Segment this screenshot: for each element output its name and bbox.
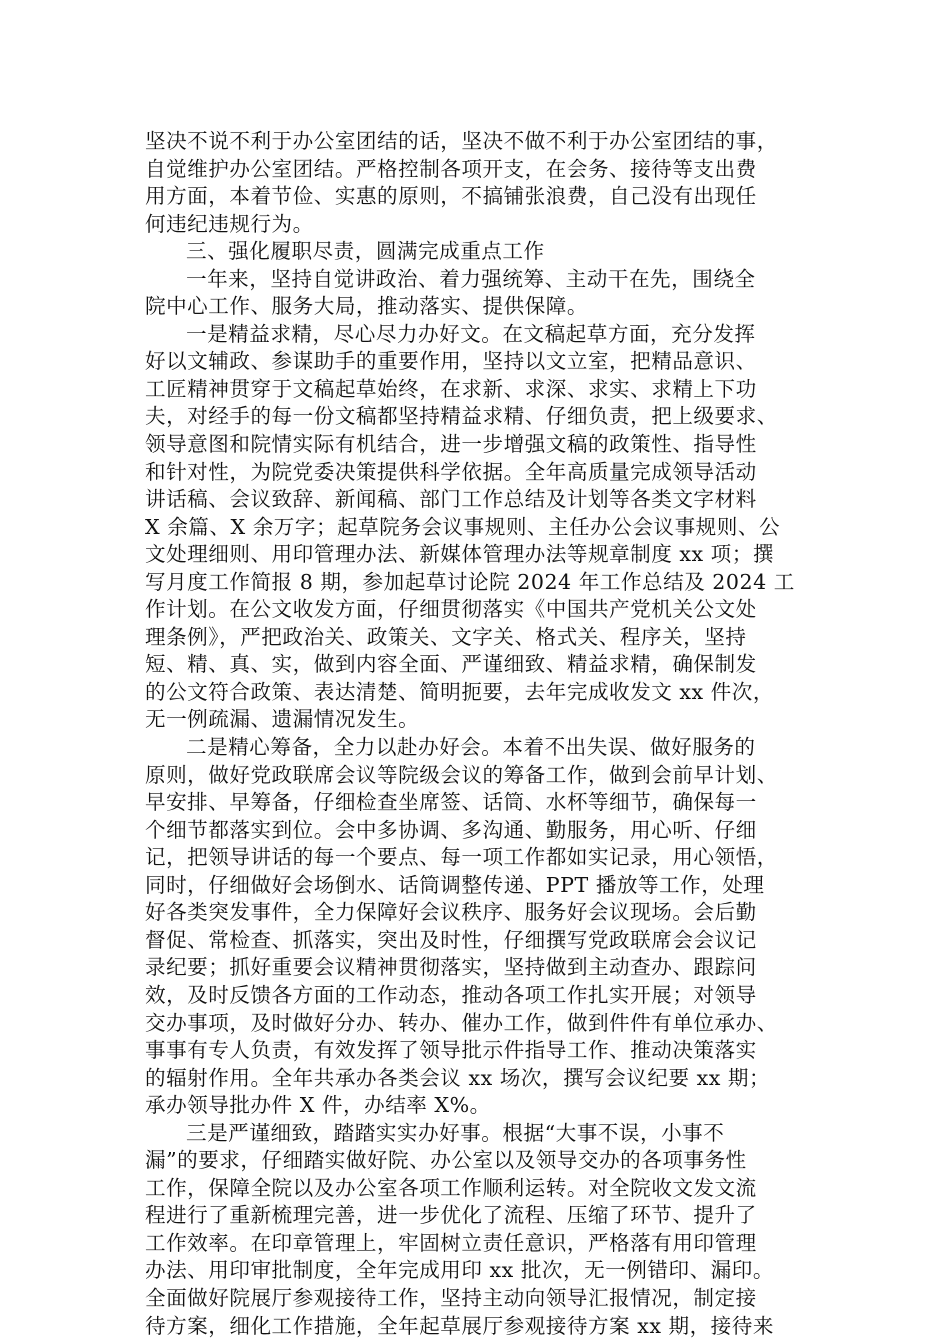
text-line: 一年来，坚持自觉讲政治、着力强统筹、主动干在先，围绕全 <box>186 266 756 291</box>
text-line: 三、强化履职尽责，圆满完成重点工作 <box>186 239 545 264</box>
text-line: 用方面，本着节俭、实惠的原则，不搞铺张浪费，自己没有出现任 <box>145 184 757 209</box>
text-line: 自觉维护办公室团结。严格控制各项开支，在会务、接待等支出费 <box>145 156 757 181</box>
text-line: 工匠精神贯穿于文稿起草始终，在求新、求深、求实、求精上下功 <box>145 376 757 401</box>
text-line: 一是精益求精，尽心尽力办好文。在文稿起草方面，充分发挥 <box>186 321 756 346</box>
text-line: 和针对性，为院党委决策提供科学依据。全年高质量完成领导活动 <box>145 459 757 484</box>
text-line: 的公文符合政策、表达清楚、简明扼要，去年完成收发文 xx 件次， <box>145 679 774 704</box>
text-line: 坚决不说不利于办公室团结的话，坚决不做不利于办公室团结的事， <box>145 129 778 153</box>
text-line: 二是精心筹备，全力以赴办好会。本着不出失误、做好服务的 <box>186 735 756 760</box>
text-line: 写月度工作简报 8 期，参加起草讨论院 2024 年工作总结及 2024 工 <box>145 569 795 594</box>
text-line: 三是严谨细致，踏踏实实办好事。根据“大事不误，小事不 <box>186 1120 725 1145</box>
text-line: 工作，保障全院以及办公室各项工作顺利运转。对全院收文发文流 <box>145 1175 757 1200</box>
text-line: 效，及时反馈各方面的工作动态，推动各项工作扎实开展；对领导 <box>145 982 757 1007</box>
text-line: 作计划。在公文收发方面，仔细贯彻落实《中国共产党机关公文处 <box>145 597 757 622</box>
text-line: 办法、用印审批制度，全年完成用印 xx 批次，无一例错印、漏印。 <box>145 1258 774 1283</box>
text-line: 原则，做好党政联席会议等院级会议的筹备工作，做到会前早计划、 <box>145 762 778 787</box>
text-line: 交办事项，及时做好分办、转办、催办工作，做到件件有单位承办、 <box>145 1010 778 1035</box>
text-line: 漏”的要求，仔细踏实做好院、办公室以及领导交办的各项事务性 <box>145 1148 747 1173</box>
text-line: 夫，对经手的每一份文稿都坚持精益求精、仔细负责，把上级要求、 <box>145 404 778 429</box>
text-line: 工作效率。在印章管理上，牢固树立责任意识，严格落有用印管理 <box>145 1230 757 1255</box>
text-line: 事事有专人负责，有效发挥了领导批示件指导工作、推动决策落实 <box>145 1038 757 1063</box>
text-line: X 余篇、X 余万字；起草院务会议事规则、主任办公会议事规则、公 <box>145 514 781 539</box>
text-line: 录纪要；抓好重要会议精神贯彻落实，坚持做到主动查办、跟踪问 <box>145 955 757 980</box>
text-line: 领导意图和院情实际有机结合，进一步增强文稿的政策性、指导性 <box>145 432 757 457</box>
text-line: 好各类突发事件，全力保障好会议秩序、服务好会议现场。会后勤 <box>145 900 757 925</box>
text-line: 程进行了重新梳理完善，进一步优化了流程、压缩了环节、提升了 <box>145 1203 757 1228</box>
document-body <box>145 128 805 1340</box>
text-line: 讲话稿、会议致辞、新闻稿、部门工作总结及计划等各类文字材料 <box>145 487 757 512</box>
text-line: 好以文辅政、参谋助手的重要作用，坚持以文立室，把精品意识、 <box>145 349 757 374</box>
text-line: 文处理细则、用印管理办法、新媒体管理办法等规章制度 xx 项；撰 <box>145 542 774 567</box>
text-line: 无一例疏漏、遗漏情况发生。 <box>145 707 420 732</box>
text-line: 的辐射作用。全年共承办各类会议 xx 场次，撰写会议纪要 xx 期； <box>145 1065 771 1090</box>
text-line: 全面做好院展厅参观接待工作，坚持主动向领导汇报情况，制定接 <box>145 1285 757 1310</box>
text-line: 待方案，细化工作措施，全年起草展厅参观接待方案 xx 期，接待来 <box>145 1313 774 1338</box>
text-line: 理条例》，严把政治关、政策关、文字关、格式关、程序关，坚持 <box>145 624 747 649</box>
text-line: 记，把领导讲话的每一个要点、每一项工作都如实记录，用心领悟， <box>145 845 778 870</box>
text-line: 承办领导批办件 X 件，办结率 X%。 <box>145 1093 491 1118</box>
text-line: 早安排、早筹备，仔细检查坐席签、话筒、水杯等细节，确保每一 <box>145 790 757 815</box>
text-line: 院中心工作、服务大局，推动落实、提供保障。 <box>145 294 588 319</box>
text-line: 同时，仔细做好会场倒水、话筒调整传递、PPT 播放等工作，处理 <box>145 872 765 897</box>
text-line: 个细节都落实到位。会中多协调、多沟通、勤服务，用心听、仔细 <box>145 817 757 842</box>
text-line: 督促、常检查、抓落实，突出及时性，仔细撰写党政联席会会议记 <box>145 927 757 952</box>
text-line: 短、精、真、实，做到内容全面、严谨细致、精益求精，确保制发 <box>145 652 757 677</box>
text-line: 何违纪违规行为。 <box>145 211 314 236</box>
